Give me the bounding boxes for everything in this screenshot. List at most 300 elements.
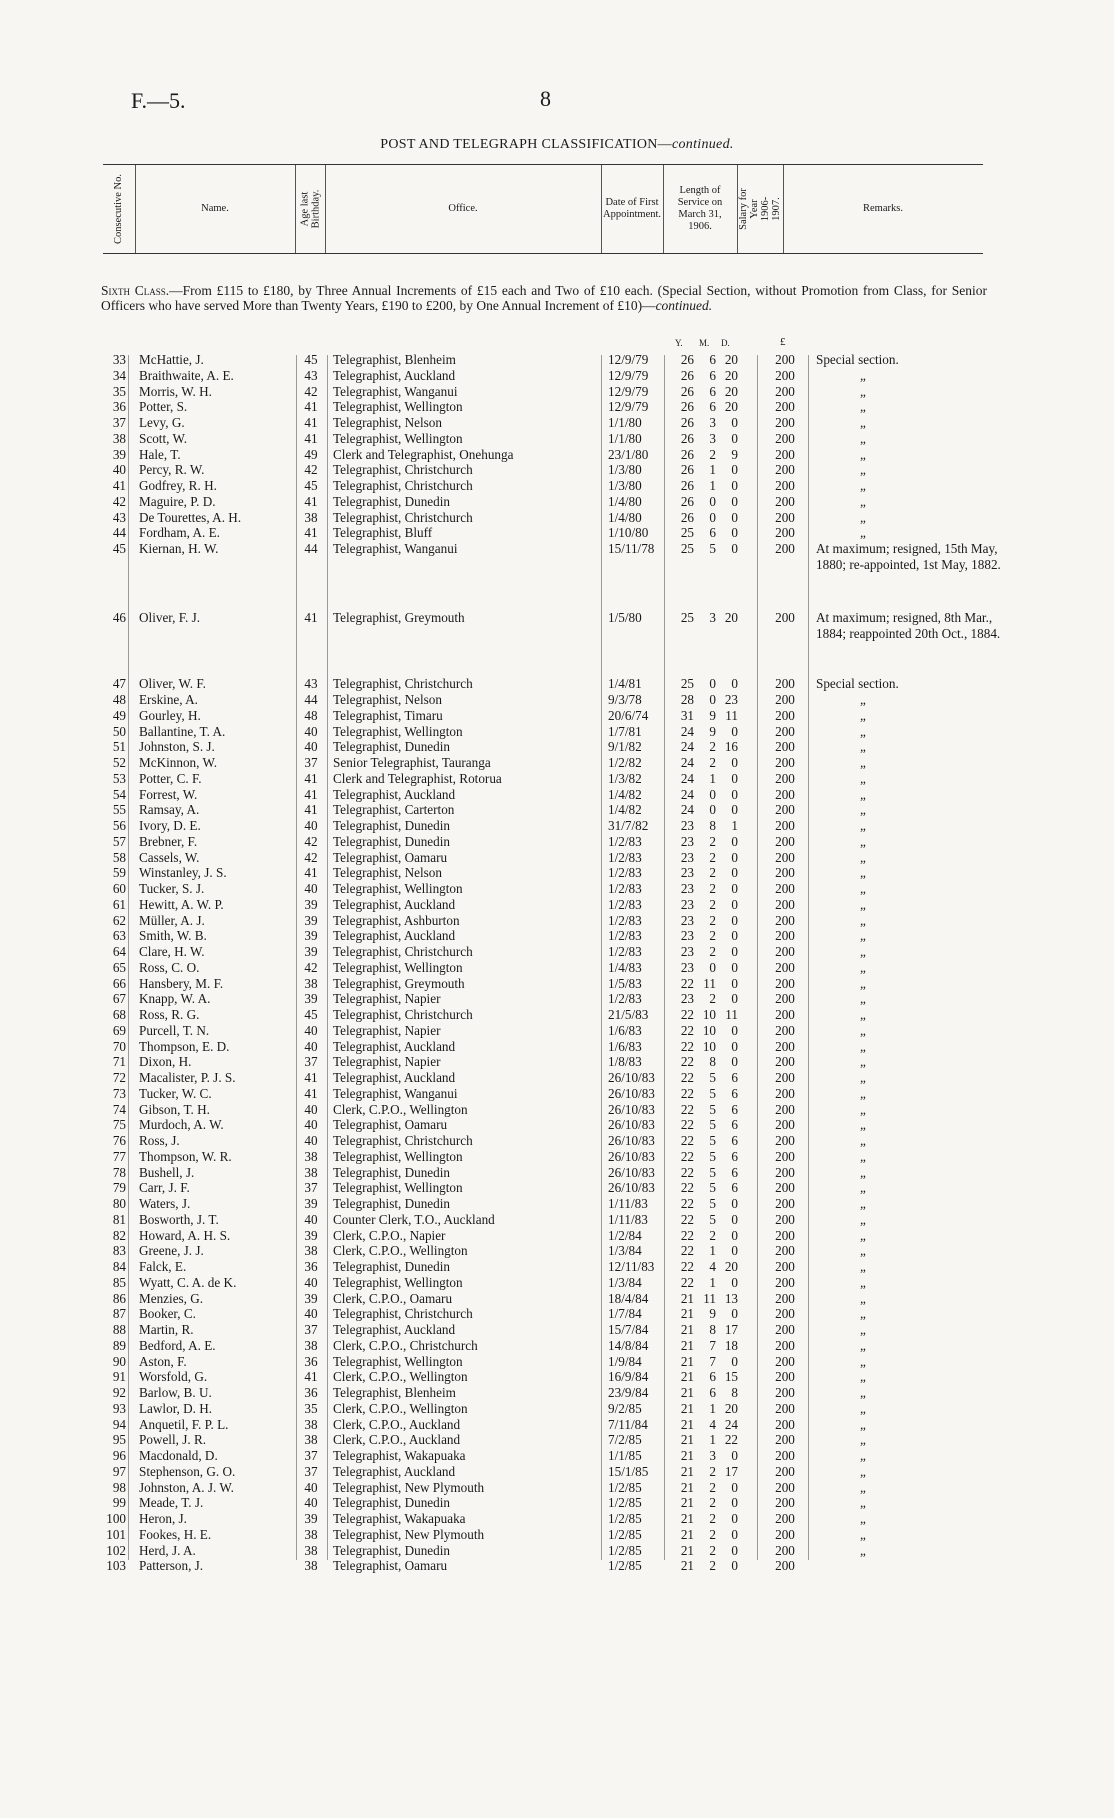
row-age: 43 bbox=[304, 676, 318, 692]
row-days: 0 bbox=[731, 478, 738, 493]
table-row bbox=[0, 1464, 1114, 1480]
row-name: Fookes, H. E. bbox=[139, 1526, 212, 1542]
row-date: 26/10/83 bbox=[608, 1133, 655, 1149]
row-remarks: „ bbox=[860, 1180, 866, 1196]
row-office: Telegraphist, Auckland bbox=[333, 896, 456, 912]
row-salary: 200 bbox=[775, 833, 795, 849]
table-row bbox=[0, 1291, 1114, 1307]
row-salary: 200 bbox=[775, 1526, 795, 1542]
row-days: 0 bbox=[731, 1022, 738, 1038]
row-months: 10 bbox=[702, 1038, 716, 1054]
row-salary: 200 bbox=[775, 959, 795, 975]
row-age: 41 bbox=[304, 415, 318, 430]
row-months: 2 bbox=[709, 1463, 716, 1479]
row-days: 0 bbox=[731, 975, 738, 991]
row-name: Winstanley, J. S. bbox=[139, 865, 227, 881]
row-days: 0 bbox=[731, 462, 738, 478]
row-date: 1/4/82 bbox=[608, 786, 642, 802]
row-days: 0 bbox=[731, 865, 738, 881]
row-remarks: „ bbox=[860, 462, 866, 478]
row-office: Telegraphist, Dunedin bbox=[333, 818, 450, 834]
row-no: 84 bbox=[112, 1259, 126, 1275]
row-days: 0 bbox=[731, 1542, 738, 1558]
row-office: Telegraphist, Christchurch bbox=[333, 462, 473, 478]
row-months: 1 bbox=[709, 1274, 716, 1290]
row-remarks: „ bbox=[860, 383, 866, 399]
row-salary: 200 bbox=[775, 896, 795, 912]
row-office: Clerk, C.P.O., Christchurch bbox=[333, 1337, 478, 1353]
row-date: 1/4/80 bbox=[608, 509, 642, 525]
row-age: 41 bbox=[304, 1085, 318, 1101]
row-remarks: „ bbox=[860, 755, 866, 771]
row-age: 40 bbox=[304, 723, 318, 739]
row-days: 0 bbox=[731, 1054, 738, 1070]
row-salary: 200 bbox=[775, 399, 795, 415]
table-row bbox=[0, 1369, 1114, 1385]
row-days: 13 bbox=[724, 1290, 738, 1306]
row-no: 80 bbox=[112, 1196, 126, 1212]
row-no: 77 bbox=[112, 1148, 126, 1164]
row-years: 23 bbox=[680, 881, 694, 897]
row-age: 41 bbox=[304, 399, 318, 415]
row-office: Telegraphist, Dunedin bbox=[333, 833, 450, 849]
row-office: Clerk, C.P.O., Auckland bbox=[333, 1416, 461, 1432]
row-date: 21/5/83 bbox=[608, 1007, 649, 1023]
row-name: Heron, J. bbox=[139, 1511, 187, 1527]
row-salary: 200 bbox=[775, 1353, 795, 1369]
row-date: 15/7/84 bbox=[608, 1322, 649, 1338]
row-salary: 200 bbox=[775, 1133, 795, 1149]
row-date: 1/3/84 bbox=[608, 1243, 642, 1259]
row-name: Ross, J. bbox=[139, 1133, 180, 1149]
row-years: 22 bbox=[680, 1007, 694, 1023]
row-years: 23 bbox=[680, 944, 694, 960]
row-no: 49 bbox=[112, 707, 126, 723]
row-months: 4 bbox=[709, 1416, 716, 1432]
row-months: 0 bbox=[709, 509, 716, 525]
row-name: Thompson, E. D. bbox=[139, 1038, 230, 1054]
row-years: 31 bbox=[680, 707, 694, 723]
row-remarks: „ bbox=[860, 975, 866, 991]
row-remarks: „ bbox=[860, 525, 866, 541]
row-months: 7 bbox=[709, 1337, 716, 1353]
row-days: 0 bbox=[731, 1479, 738, 1495]
row-name: Lawlor, D. H. bbox=[139, 1400, 213, 1416]
row-days: 0 bbox=[731, 896, 738, 912]
row-office: Telegraphist, Wellington bbox=[333, 1148, 463, 1164]
row-name: Aston, F. bbox=[139, 1353, 187, 1369]
row-salary: 200 bbox=[775, 786, 795, 802]
row-no: 99 bbox=[112, 1495, 126, 1511]
row-date: 12/9/79 bbox=[608, 367, 649, 383]
row-salary: 200 bbox=[775, 1432, 795, 1448]
row-no: 56 bbox=[112, 818, 126, 834]
row-date: 14/8/84 bbox=[608, 1337, 649, 1353]
table-row bbox=[0, 525, 1114, 541]
row-salary: 200 bbox=[775, 1211, 795, 1227]
row-remarks: „ bbox=[860, 786, 866, 802]
table-row bbox=[0, 1117, 1114, 1133]
table-row bbox=[0, 1385, 1114, 1401]
table-row bbox=[0, 787, 1114, 803]
row-age: 41 bbox=[304, 770, 318, 786]
table-row bbox=[0, 1275, 1114, 1291]
row-salary: 200 bbox=[775, 1054, 795, 1070]
row-date: 1/2/85 bbox=[608, 1542, 642, 1558]
row-salary: 200 bbox=[775, 692, 795, 708]
row-age: 38 bbox=[304, 1337, 318, 1353]
row-no: 88 bbox=[112, 1322, 126, 1338]
row-months: 5 bbox=[709, 1211, 716, 1227]
row-remarks: „ bbox=[860, 723, 866, 739]
row-remarks: „ bbox=[860, 1196, 866, 1212]
row-months: 0 bbox=[709, 692, 716, 708]
table-row bbox=[0, 541, 1114, 572]
row-salary: 200 bbox=[775, 818, 795, 834]
row-months: 5 bbox=[709, 1133, 716, 1149]
row-no: 94 bbox=[112, 1416, 126, 1432]
row-months: 2 bbox=[709, 1526, 716, 1542]
row-years: 25 bbox=[680, 610, 694, 626]
table-row bbox=[0, 1543, 1114, 1559]
row-salary: 200 bbox=[775, 1322, 795, 1338]
row-office: Telegraphist, Nelson bbox=[333, 865, 442, 881]
row-office: Telegraphist, Wanganui bbox=[333, 383, 458, 399]
row-years: 24 bbox=[680, 770, 694, 786]
row-age: 44 bbox=[304, 541, 318, 556]
row-age: 41 bbox=[304, 430, 318, 446]
row-remarks: „ bbox=[860, 1101, 866, 1117]
row-age: 40 bbox=[304, 1306, 318, 1322]
table-row bbox=[0, 818, 1114, 834]
row-name: Tucker, W. C. bbox=[139, 1085, 212, 1101]
row-age: 41 bbox=[304, 1070, 318, 1086]
row-office: Telegraphist, Wellington bbox=[333, 430, 463, 446]
row-date: 1/2/83 bbox=[608, 944, 642, 960]
row-date: 1/2/83 bbox=[608, 849, 642, 865]
row-office: Telegraphist, Ashburton bbox=[333, 912, 460, 928]
row-age: 39 bbox=[304, 928, 318, 944]
row-name: Macdonald, D. bbox=[139, 1448, 218, 1464]
row-days: 0 bbox=[731, 1495, 738, 1511]
row-remarks: At maximum; resigned, 8th Mar., 1884; reappointed 20th Oct., 1884. bbox=[816, 610, 1001, 641]
row-remarks: „ bbox=[860, 1259, 866, 1275]
header-name: Name. bbox=[201, 203, 229, 214]
table-row bbox=[0, 850, 1114, 866]
row-months: 2 bbox=[709, 1542, 716, 1558]
table-row bbox=[0, 1558, 1114, 1574]
row-days: 0 bbox=[731, 1274, 738, 1290]
row-days: 0 bbox=[731, 541, 738, 556]
row-months: 6 bbox=[709, 1369, 716, 1385]
row-office: Telegraphist, Christchurch bbox=[333, 509, 473, 525]
row-years: 21 bbox=[680, 1353, 694, 1369]
row-office: Telegraphist, Timaru bbox=[333, 707, 443, 723]
row-salary: 200 bbox=[775, 1180, 795, 1196]
table-row bbox=[0, 1417, 1114, 1433]
row-date: 1/2/83 bbox=[608, 896, 642, 912]
table-row bbox=[0, 865, 1114, 881]
row-no: 68 bbox=[112, 1007, 126, 1023]
row-remarks: „ bbox=[860, 1164, 866, 1180]
row-age: 38 bbox=[304, 509, 318, 525]
row-days: 17 bbox=[724, 1322, 738, 1338]
row-months: 11 bbox=[703, 975, 716, 991]
row-no: 57 bbox=[112, 833, 126, 849]
row-months: 0 bbox=[709, 802, 716, 818]
row-days: 6 bbox=[731, 1133, 738, 1149]
page-identifier: F.—5. bbox=[131, 88, 186, 113]
table-row bbox=[0, 368, 1114, 384]
row-salary: 200 bbox=[775, 723, 795, 739]
table-row bbox=[0, 1432, 1114, 1448]
table-row bbox=[0, 352, 1114, 368]
row-name: Cassels, W. bbox=[139, 849, 200, 865]
row-office: Telegraphist, Carterton bbox=[333, 802, 455, 818]
row-no: 79 bbox=[112, 1180, 126, 1196]
row-days: 0 bbox=[731, 1227, 738, 1243]
row-age: 38 bbox=[304, 1416, 318, 1432]
table-row bbox=[0, 755, 1114, 771]
row-name: Ross, R. G. bbox=[139, 1007, 200, 1023]
row-date: 1/3/80 bbox=[608, 478, 642, 493]
row-months: 1 bbox=[709, 1400, 716, 1416]
row-remarks: „ bbox=[860, 478, 866, 493]
row-remarks: „ bbox=[860, 1274, 866, 1290]
row-months: 2 bbox=[709, 833, 716, 849]
row-days: 23 bbox=[724, 692, 738, 708]
table-row bbox=[0, 462, 1114, 478]
row-name: Howard, A. H. S. bbox=[139, 1227, 231, 1243]
row-office: Counter Clerk, T.O., Auckland bbox=[333, 1211, 495, 1227]
row-years: 21 bbox=[680, 1337, 694, 1353]
table-row bbox=[0, 1070, 1114, 1086]
row-days: 20 bbox=[724, 352, 738, 367]
row-salary: 200 bbox=[775, 755, 795, 771]
row-days: 0 bbox=[731, 723, 738, 739]
row-name: Müller, A. J. bbox=[139, 912, 205, 928]
row-no: 92 bbox=[112, 1385, 126, 1401]
row-remarks: „ bbox=[860, 1038, 866, 1054]
row-name: Stephenson, G. O. bbox=[139, 1463, 236, 1479]
page-title bbox=[0, 137, 1114, 153]
row-days: 20 bbox=[724, 367, 738, 383]
row-remarks: „ bbox=[860, 1306, 866, 1322]
row-remarks: „ bbox=[860, 944, 866, 960]
table-row bbox=[0, 1228, 1114, 1244]
row-years: 23 bbox=[680, 912, 694, 928]
row-remarks: „ bbox=[860, 959, 866, 975]
row-remarks: „ bbox=[860, 1511, 866, 1527]
row-salary: 200 bbox=[775, 1290, 795, 1306]
row-months: 2 bbox=[709, 865, 716, 881]
row-months: 6 bbox=[709, 525, 716, 541]
row-salary: 200 bbox=[775, 739, 795, 755]
row-no: 37 bbox=[112, 415, 126, 430]
row-remarks: „ bbox=[860, 802, 866, 818]
row-salary: 200 bbox=[775, 1542, 795, 1558]
row-office: Telegraphist, Dunedin bbox=[333, 493, 450, 509]
row-no: 97 bbox=[112, 1463, 126, 1479]
row-salary: 200 bbox=[775, 1337, 795, 1353]
table-row bbox=[0, 1180, 1114, 1196]
row-remarks: „ bbox=[860, 770, 866, 786]
row-age: 45 bbox=[304, 478, 318, 493]
row-no: 40 bbox=[112, 462, 126, 478]
row-no: 69 bbox=[112, 1022, 126, 1038]
row-date: 20/6/74 bbox=[608, 707, 649, 723]
row-date: 1/2/83 bbox=[608, 881, 642, 897]
class-text: —From £115 to £180, by Three Annual Increments of £15 each and Two of £10 each. (Special Section, without Promotion from Class, for Senior Officers who have served More than Twenty Years, £190 to £200, by One Annual Increment of £10)— bbox=[101, 283, 988, 313]
row-age: 40 bbox=[304, 1101, 318, 1117]
row-age: 49 bbox=[304, 446, 318, 462]
row-date: 7/11/84 bbox=[608, 1416, 648, 1432]
row-days: 0 bbox=[731, 755, 738, 771]
row-remarks: At maximum; resigned, 15th May, 1880; re-appointed, 1st May, 1882. bbox=[816, 541, 1001, 572]
table-row bbox=[0, 1448, 1114, 1464]
row-age: 48 bbox=[304, 707, 318, 723]
row-days: 0 bbox=[731, 928, 738, 944]
row-date: 1/9/84 bbox=[608, 1353, 642, 1369]
row-years: 22 bbox=[680, 1085, 694, 1101]
row-no: 72 bbox=[112, 1070, 126, 1086]
row-months: 2 bbox=[709, 896, 716, 912]
row-months: 2 bbox=[709, 755, 716, 771]
row-name: Hewitt, A. W. P. bbox=[139, 896, 224, 912]
row-office: Telegraphist, Blenheim bbox=[333, 352, 456, 367]
table-row bbox=[0, 724, 1114, 740]
row-months: 2 bbox=[709, 991, 716, 1007]
row-salary: 200 bbox=[775, 1243, 795, 1259]
row-remarks: „ bbox=[860, 1542, 866, 1558]
row-years: 22 bbox=[680, 1148, 694, 1164]
row-office: Telegraphist, Wellington bbox=[333, 723, 463, 739]
row-months: 8 bbox=[709, 1322, 716, 1338]
row-date: 1/2/83 bbox=[608, 865, 642, 881]
table-row bbox=[0, 881, 1114, 897]
row-years: 23 bbox=[680, 896, 694, 912]
row-days: 15 bbox=[724, 1369, 738, 1385]
row-name: Gourley, H. bbox=[139, 707, 201, 723]
row-no: 47 bbox=[112, 676, 126, 692]
row-months: 5 bbox=[709, 1070, 716, 1086]
row-years: 23 bbox=[680, 959, 694, 975]
row-salary: 200 bbox=[775, 1117, 795, 1133]
row-age: 39 bbox=[304, 1511, 318, 1527]
row-salary: 200 bbox=[775, 493, 795, 509]
row-days: 0 bbox=[731, 525, 738, 541]
row-years: 23 bbox=[680, 818, 694, 834]
table-row bbox=[0, 415, 1114, 431]
row-age: 45 bbox=[304, 352, 318, 367]
row-remarks: „ bbox=[860, 1369, 866, 1385]
row-date: 26/10/83 bbox=[608, 1180, 655, 1196]
row-age: 40 bbox=[304, 739, 318, 755]
row-age: 39 bbox=[304, 912, 318, 928]
row-age: 41 bbox=[304, 525, 318, 541]
row-no: 74 bbox=[112, 1101, 126, 1117]
row-days: 1 bbox=[731, 818, 738, 834]
row-date: 26/10/83 bbox=[608, 1148, 655, 1164]
row-no: 48 bbox=[112, 692, 126, 708]
row-date: 1/2/85 bbox=[608, 1495, 642, 1511]
row-remarks: „ bbox=[860, 1353, 866, 1369]
row-no: 70 bbox=[112, 1038, 126, 1054]
row-date: 16/9/84 bbox=[608, 1369, 649, 1385]
row-name: Percy, R. W. bbox=[139, 462, 205, 478]
row-years: 21 bbox=[680, 1306, 694, 1322]
row-salary: 200 bbox=[775, 1463, 795, 1479]
row-name: Martin, R. bbox=[139, 1322, 194, 1338]
row-no: 101 bbox=[106, 1526, 126, 1542]
row-years: 26 bbox=[680, 430, 694, 446]
header-date: Date of First Appointment. bbox=[602, 197, 662, 220]
row-date: 1/10/80 bbox=[608, 525, 649, 541]
row-months: 5 bbox=[709, 1196, 716, 1212]
row-name: Potter, S. bbox=[139, 399, 188, 415]
row-office: Senior Telegraphist, Tauranga bbox=[333, 755, 491, 771]
row-salary: 200 bbox=[775, 1448, 795, 1464]
row-date: 12/9/79 bbox=[608, 383, 649, 399]
row-no: 64 bbox=[112, 944, 126, 960]
row-days: 11 bbox=[725, 707, 738, 723]
row-name: Johnston, S. J. bbox=[139, 739, 215, 755]
table-row bbox=[0, 928, 1114, 944]
row-years: 21 bbox=[680, 1526, 694, 1542]
row-remarks: „ bbox=[860, 1133, 866, 1149]
row-office: Telegraphist, Wellington bbox=[333, 1274, 463, 1290]
row-salary: 200 bbox=[775, 881, 795, 897]
row-age: 44 bbox=[304, 692, 318, 708]
row-name: Patterson, J. bbox=[139, 1558, 204, 1574]
row-months: 2 bbox=[709, 446, 716, 462]
row-office: Telegraphist, Oamaru bbox=[333, 849, 448, 865]
row-years: 21 bbox=[680, 1511, 694, 1527]
row-no: 76 bbox=[112, 1133, 126, 1149]
row-no: 95 bbox=[112, 1432, 126, 1448]
row-age: 40 bbox=[304, 818, 318, 834]
row-office: Telegraphist, Dunedin bbox=[333, 1495, 450, 1511]
row-no: 78 bbox=[112, 1164, 126, 1180]
row-date: 1/8/83 bbox=[608, 1054, 642, 1070]
row-age: 42 bbox=[304, 849, 318, 865]
row-date: 1/5/83 bbox=[608, 975, 642, 991]
row-age: 40 bbox=[304, 1211, 318, 1227]
row-office: Telegraphist, Nelson bbox=[333, 692, 442, 708]
row-years: 22 bbox=[680, 1022, 694, 1038]
row-remarks: „ bbox=[860, 1385, 866, 1401]
row-office: Telegraphist, Dunedin bbox=[333, 1196, 450, 1212]
row-remarks: „ bbox=[860, 1227, 866, 1243]
table-row bbox=[0, 1023, 1114, 1039]
row-remarks: „ bbox=[860, 1463, 866, 1479]
row-salary: 200 bbox=[775, 1148, 795, 1164]
row-salary: 200 bbox=[775, 462, 795, 478]
row-years: 21 bbox=[680, 1432, 694, 1448]
row-name: Powell, J. R. bbox=[139, 1432, 207, 1448]
row-no: 39 bbox=[112, 446, 126, 462]
row-years: 21 bbox=[680, 1385, 694, 1401]
row-salary: 200 bbox=[775, 991, 795, 1007]
row-name: Clare, H. W. bbox=[139, 944, 205, 960]
row-age: 37 bbox=[304, 1463, 318, 1479]
row-name: Menzies, G. bbox=[139, 1290, 204, 1306]
row-remarks: „ bbox=[860, 849, 866, 865]
row-remarks: „ bbox=[860, 912, 866, 928]
table-row bbox=[0, 431, 1114, 447]
row-office: Clerk, C.P.O., Wellington bbox=[333, 1101, 468, 1117]
row-days: 0 bbox=[731, 770, 738, 786]
